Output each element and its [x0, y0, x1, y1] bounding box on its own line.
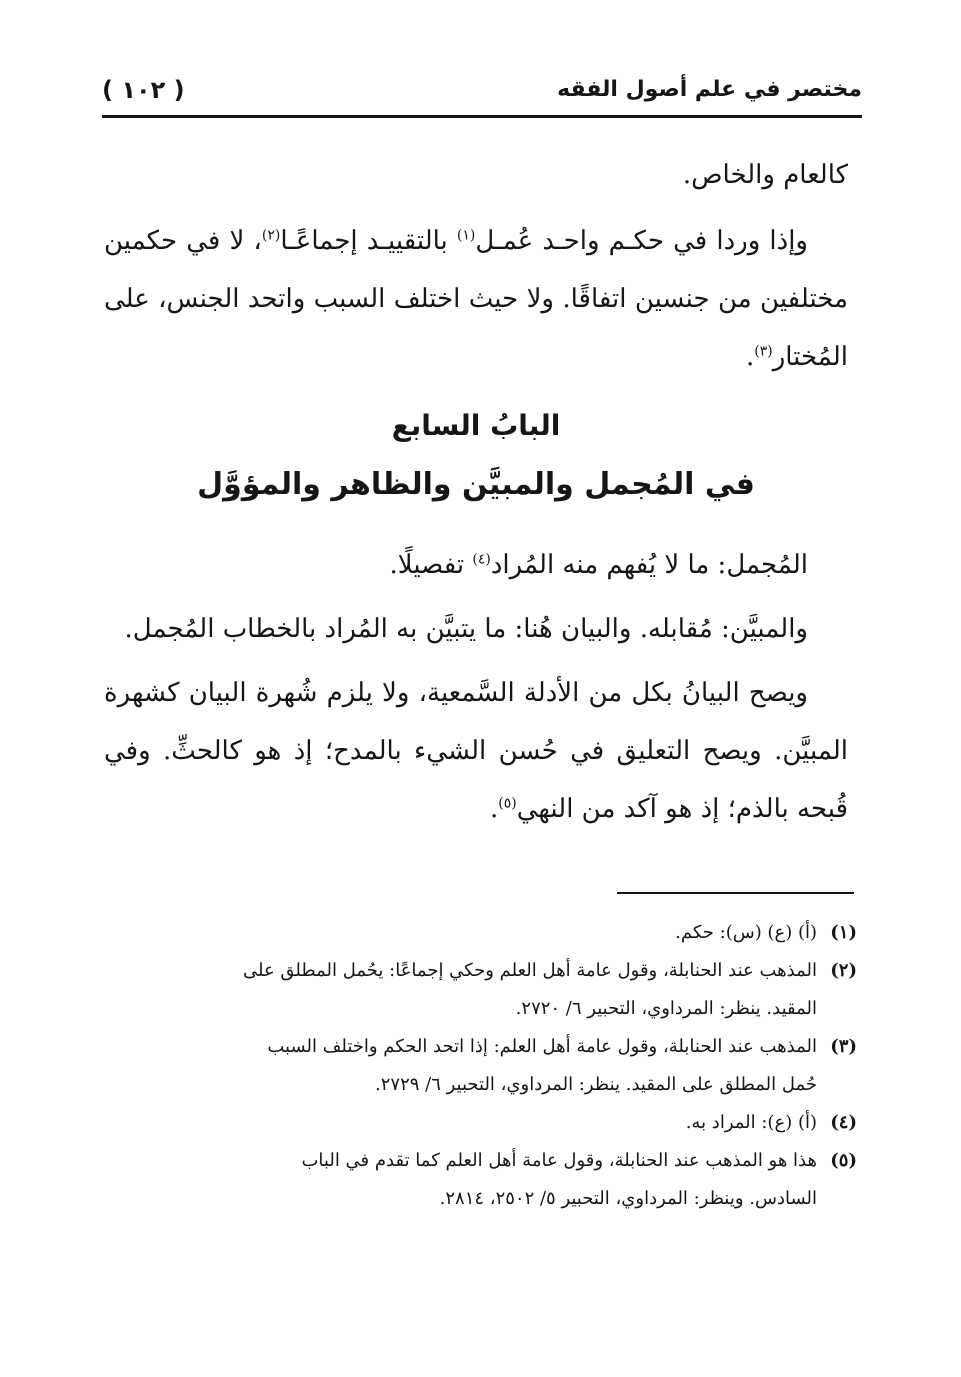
- footnote-3: [112, 1028, 857, 1104]
- footnote-1: [112, 914, 857, 952]
- paragraph-2-text-a: وإذا وردا في حكـم واحـد عُمـل: [475, 226, 808, 256]
- footnote-text: (أ) (ع): المراد به.: [685, 1112, 817, 1133]
- paragraph-3-text-b: تفصيلًا.: [389, 550, 473, 580]
- footnote-text: هذا هو المذهب عند الحنابلة، وقول عامة أهل العلم كما تقدم في الباب: [301, 1150, 817, 1171]
- page-number: ( ١٠٢ ): [102, 76, 185, 104]
- footnote-number: (٢): [830, 960, 857, 981]
- footnote-separator: [617, 892, 854, 894]
- footnote-text: المذهب عند الحنابلة، وقول عامة أهل العلم: إذا اتحد الحكم واختلف السبب: [267, 1036, 817, 1057]
- paragraph-5: [104, 664, 848, 838]
- chapter-title: في المُجمل والمبيَّن والظاهر والمؤوَّل: [197, 467, 755, 502]
- footnote-text: (أ) (ع) (س): حكم.: [675, 922, 817, 943]
- footnote-text: المذهب عند الحنابلة، وقول عامة أهل العلم وحكي إجماعًا: يحُمل المطلق على: [242, 960, 817, 981]
- paragraph-2-text-c: ، لا في حكمين مختلفين من جنسين اتفاقًا. ولا حيث اختلف السبب واتحد الجنس، على المُختار: [104, 226, 848, 372]
- chapter-label: البابُ السابع: [391, 409, 561, 442]
- chapter-heading: [104, 398, 848, 516]
- paragraph-1: كالعام والخاص.: [682, 160, 848, 190]
- footnote-number: (٤): [830, 1112, 857, 1133]
- footnote-2: [112, 952, 857, 1028]
- paragraph-5-text: ويصح البيانُ بكل من الأدلة السَّمعية، ولا يلزم شُهرة البيان كشهرة المبيَّن. ويصح التعليق في حُسن الشيء بالمدح؛ إذ هو كالحثِّ. وفي قُبحه بالذم؛ إذ هو آكد من النهي: [104, 678, 848, 824]
- footnote-number: (٥): [830, 1150, 857, 1171]
- header-rule: [102, 115, 862, 118]
- paragraph-3-text-a: المُجمل: ما لا يُفهم منه المُراد: [490, 550, 808, 580]
- footnote-ref-5: (٥): [498, 795, 517, 812]
- paragraph-2: [104, 212, 848, 386]
- running-header: [102, 74, 862, 114]
- book-title: مختصر في علم أصول الفقه: [557, 77, 862, 102]
- paragraph-2-text-b: بالتقييـد إجماعًـا: [280, 226, 457, 256]
- footnote-5: [112, 1142, 857, 1218]
- footnote-number: (٣): [830, 1036, 857, 1057]
- footnote-ref-1: (١): [456, 227, 476, 244]
- footnote-text-cont: المقيد. ينظر: المرداوي، التحبير ٦/ ٢٧٢٠.: [515, 998, 817, 1019]
- footnote-text-cont: السادس. وينظر: المرداوي، التحبير ٥/ ٢٥٠٢، ٢٨١٤.: [439, 1188, 817, 1209]
- footnote-ref-3: (٣): [754, 343, 773, 360]
- body-text-top: [104, 146, 848, 386]
- body-text-section: [104, 536, 848, 838]
- footnote-4: [112, 1104, 857, 1142]
- footnote-number: (١): [830, 922, 857, 943]
- paragraph-3: [104, 536, 848, 594]
- footnotes: [112, 914, 857, 1218]
- footnote-ref-2: (٢): [261, 227, 281, 244]
- paragraph-4: والمبيَّن: مُقابله. والبيان هُنا: ما يتبيَّن به المُراد بالخطاب المُجمل.: [124, 614, 808, 644]
- footnote-ref-4: (٤): [472, 551, 491, 568]
- paragraph-5-end: .: [490, 794, 499, 824]
- footnote-text-cont: حُمل المطلق على المقيد. ينظر: المرداوي، التحبير ٦/ ٢٧٢٩.: [375, 1074, 817, 1095]
- paragraph-2-end: .: [745, 342, 755, 372]
